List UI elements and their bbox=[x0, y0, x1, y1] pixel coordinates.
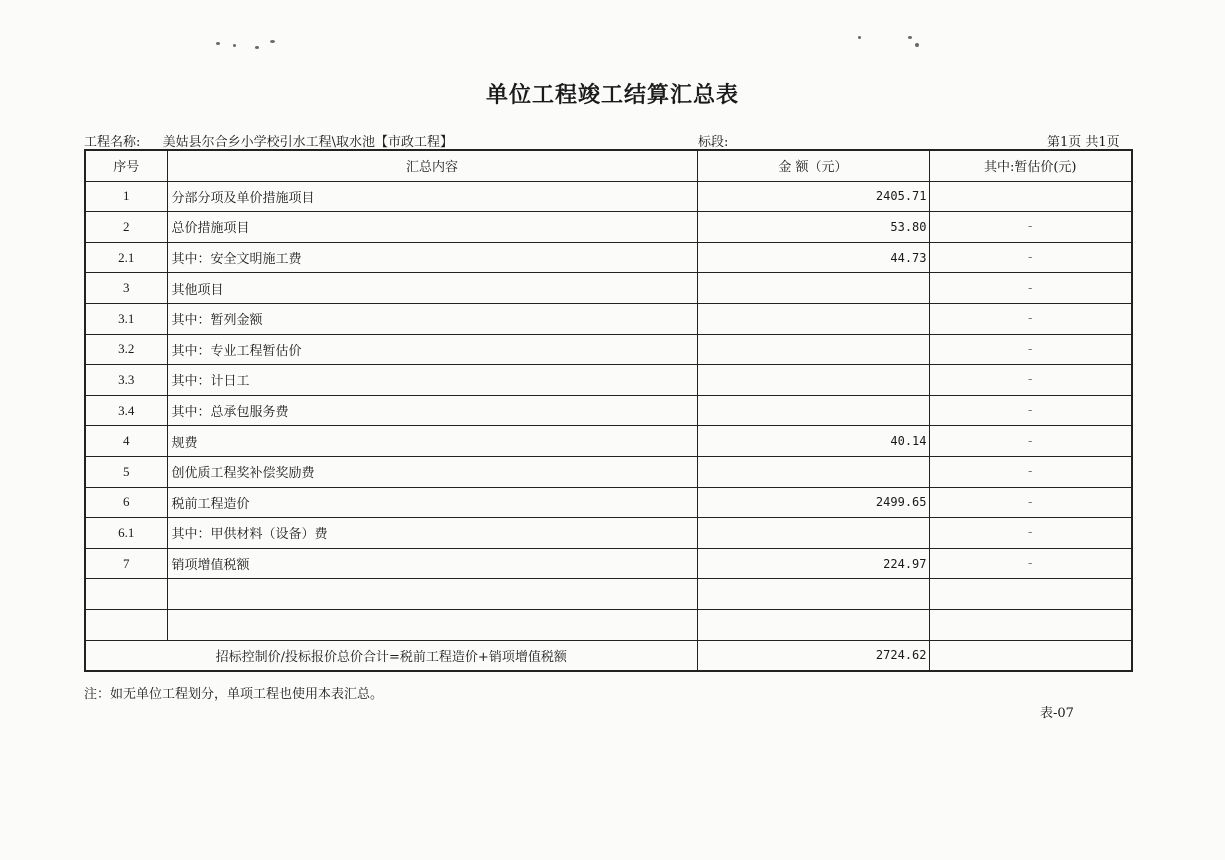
row-estimate: - bbox=[929, 273, 1132, 304]
row-amount: 53.80 bbox=[697, 212, 929, 243]
row-amount: 40.14 bbox=[697, 426, 929, 457]
row-amount bbox=[697, 303, 929, 334]
row-seq: 6 bbox=[85, 487, 167, 518]
page-title: 单位工程竣工结算汇总表 bbox=[485, 82, 739, 108]
table-row bbox=[85, 365, 1132, 396]
table-row bbox=[85, 242, 1132, 273]
row-estimate: - bbox=[929, 334, 1132, 365]
section-label: 标段: bbox=[698, 135, 729, 150]
total-label: 招标控制价/投标报价总价合计=税前工程造价+销项增值税额 bbox=[85, 640, 697, 671]
row-content: 其中：暂列金额 bbox=[167, 303, 697, 334]
table-row bbox=[85, 518, 1132, 549]
row-seq: 6.1 bbox=[85, 518, 167, 549]
column-header-estimate: 其中:暂估价(元) bbox=[929, 150, 1132, 181]
row-seq: 2 bbox=[85, 212, 167, 243]
row-amount bbox=[697, 579, 929, 610]
row-content: 销项增值税额 bbox=[167, 548, 697, 579]
project-name-line bbox=[84, 131, 453, 150]
table-row bbox=[85, 548, 1132, 579]
row-content: 总价措施项目 bbox=[167, 212, 697, 243]
row-content: 创优质工程奖补偿奖励费 bbox=[167, 456, 697, 487]
project-label: 工程名称: bbox=[84, 135, 141, 150]
row-content: 税前工程造价 bbox=[167, 487, 697, 518]
row-content bbox=[167, 609, 697, 640]
page-info: 第1页 共1页 bbox=[1047, 135, 1120, 150]
row-amount: 44.73 bbox=[697, 242, 929, 273]
column-header-amount: 金 额（元） bbox=[697, 150, 929, 181]
row-estimate: - bbox=[929, 212, 1132, 243]
table-row bbox=[85, 212, 1132, 243]
row-amount: 2499.65 bbox=[697, 487, 929, 518]
table-row bbox=[85, 456, 1132, 487]
table-row bbox=[85, 487, 1132, 518]
row-amount bbox=[697, 609, 929, 640]
column-header-content: 汇总内容 bbox=[167, 150, 697, 181]
row-seq: 1 bbox=[85, 181, 167, 212]
table-total-row bbox=[85, 640, 1132, 671]
row-seq: 3 bbox=[85, 273, 167, 304]
row-content: 其中：计日工 bbox=[167, 365, 697, 396]
row-content: 分部分项及单价措施项目 bbox=[167, 181, 697, 212]
total-estimate bbox=[929, 640, 1132, 671]
scan-speck bbox=[908, 36, 912, 39]
row-amount bbox=[697, 518, 929, 549]
row-content: 其中：总承包服务费 bbox=[167, 395, 697, 426]
scan-speck bbox=[858, 36, 861, 39]
row-content: 其中：安全文明施工费 bbox=[167, 242, 697, 273]
row-estimate: - bbox=[929, 456, 1132, 487]
row-seq: 3.4 bbox=[85, 395, 167, 426]
row-seq: 3.3 bbox=[85, 365, 167, 396]
table-row bbox=[85, 303, 1132, 334]
row-content: 其他项目 bbox=[167, 273, 697, 304]
total-amount: 2724.62 bbox=[697, 640, 929, 671]
row-estimate: - bbox=[929, 548, 1132, 579]
row-estimate bbox=[929, 181, 1132, 212]
row-estimate: - bbox=[929, 303, 1132, 334]
table-row bbox=[85, 273, 1132, 304]
row-amount bbox=[697, 365, 929, 396]
scan-speck bbox=[233, 44, 236, 47]
scan-speck bbox=[255, 46, 259, 49]
row-estimate: - bbox=[929, 518, 1132, 549]
table-row bbox=[85, 395, 1132, 426]
row-content: 其中：甲供材料（设备）费 bbox=[167, 518, 697, 549]
scan-speck bbox=[216, 42, 220, 45]
project-name: 美姑县尔合乡小学校引水工程\取水池【市政工程】 bbox=[162, 135, 454, 150]
row-seq bbox=[85, 609, 167, 640]
table-row bbox=[85, 426, 1132, 457]
row-content: 其中：专业工程暂估价 bbox=[167, 334, 697, 365]
row-seq: 7 bbox=[85, 548, 167, 579]
form-number: 表-07 bbox=[1040, 706, 1074, 721]
row-estimate: - bbox=[929, 426, 1132, 457]
row-amount bbox=[697, 395, 929, 426]
row-estimate: - bbox=[929, 242, 1132, 273]
row-seq: 5 bbox=[85, 456, 167, 487]
table-row-empty bbox=[85, 579, 1132, 610]
scan-speck bbox=[915, 43, 919, 47]
row-seq: 3.1 bbox=[85, 303, 167, 334]
row-estimate: - bbox=[929, 487, 1132, 518]
row-seq: 3.2 bbox=[85, 334, 167, 365]
row-content bbox=[167, 579, 697, 610]
row-amount bbox=[697, 456, 929, 487]
table-header-row bbox=[85, 150, 1132, 181]
row-estimate bbox=[929, 579, 1132, 610]
summary-table bbox=[84, 149, 1133, 672]
footnote: 注：如无单位工程划分，单项工程也使用本表汇总。 bbox=[84, 687, 384, 702]
scan-speck bbox=[270, 40, 275, 43]
row-estimate: - bbox=[929, 365, 1132, 396]
row-seq bbox=[85, 579, 167, 610]
row-seq: 2.1 bbox=[85, 242, 167, 273]
table-row bbox=[85, 181, 1132, 212]
row-content: 规费 bbox=[167, 426, 697, 457]
column-header-seq: 序号 bbox=[85, 150, 167, 181]
row-seq: 4 bbox=[85, 426, 167, 457]
table-row bbox=[85, 334, 1132, 365]
row-estimate bbox=[929, 609, 1132, 640]
row-amount: 2405.71 bbox=[697, 181, 929, 212]
row-amount bbox=[697, 334, 929, 365]
row-amount bbox=[697, 273, 929, 304]
table-row-empty bbox=[85, 609, 1132, 640]
row-estimate: - bbox=[929, 395, 1132, 426]
row-amount: 224.97 bbox=[697, 548, 929, 579]
